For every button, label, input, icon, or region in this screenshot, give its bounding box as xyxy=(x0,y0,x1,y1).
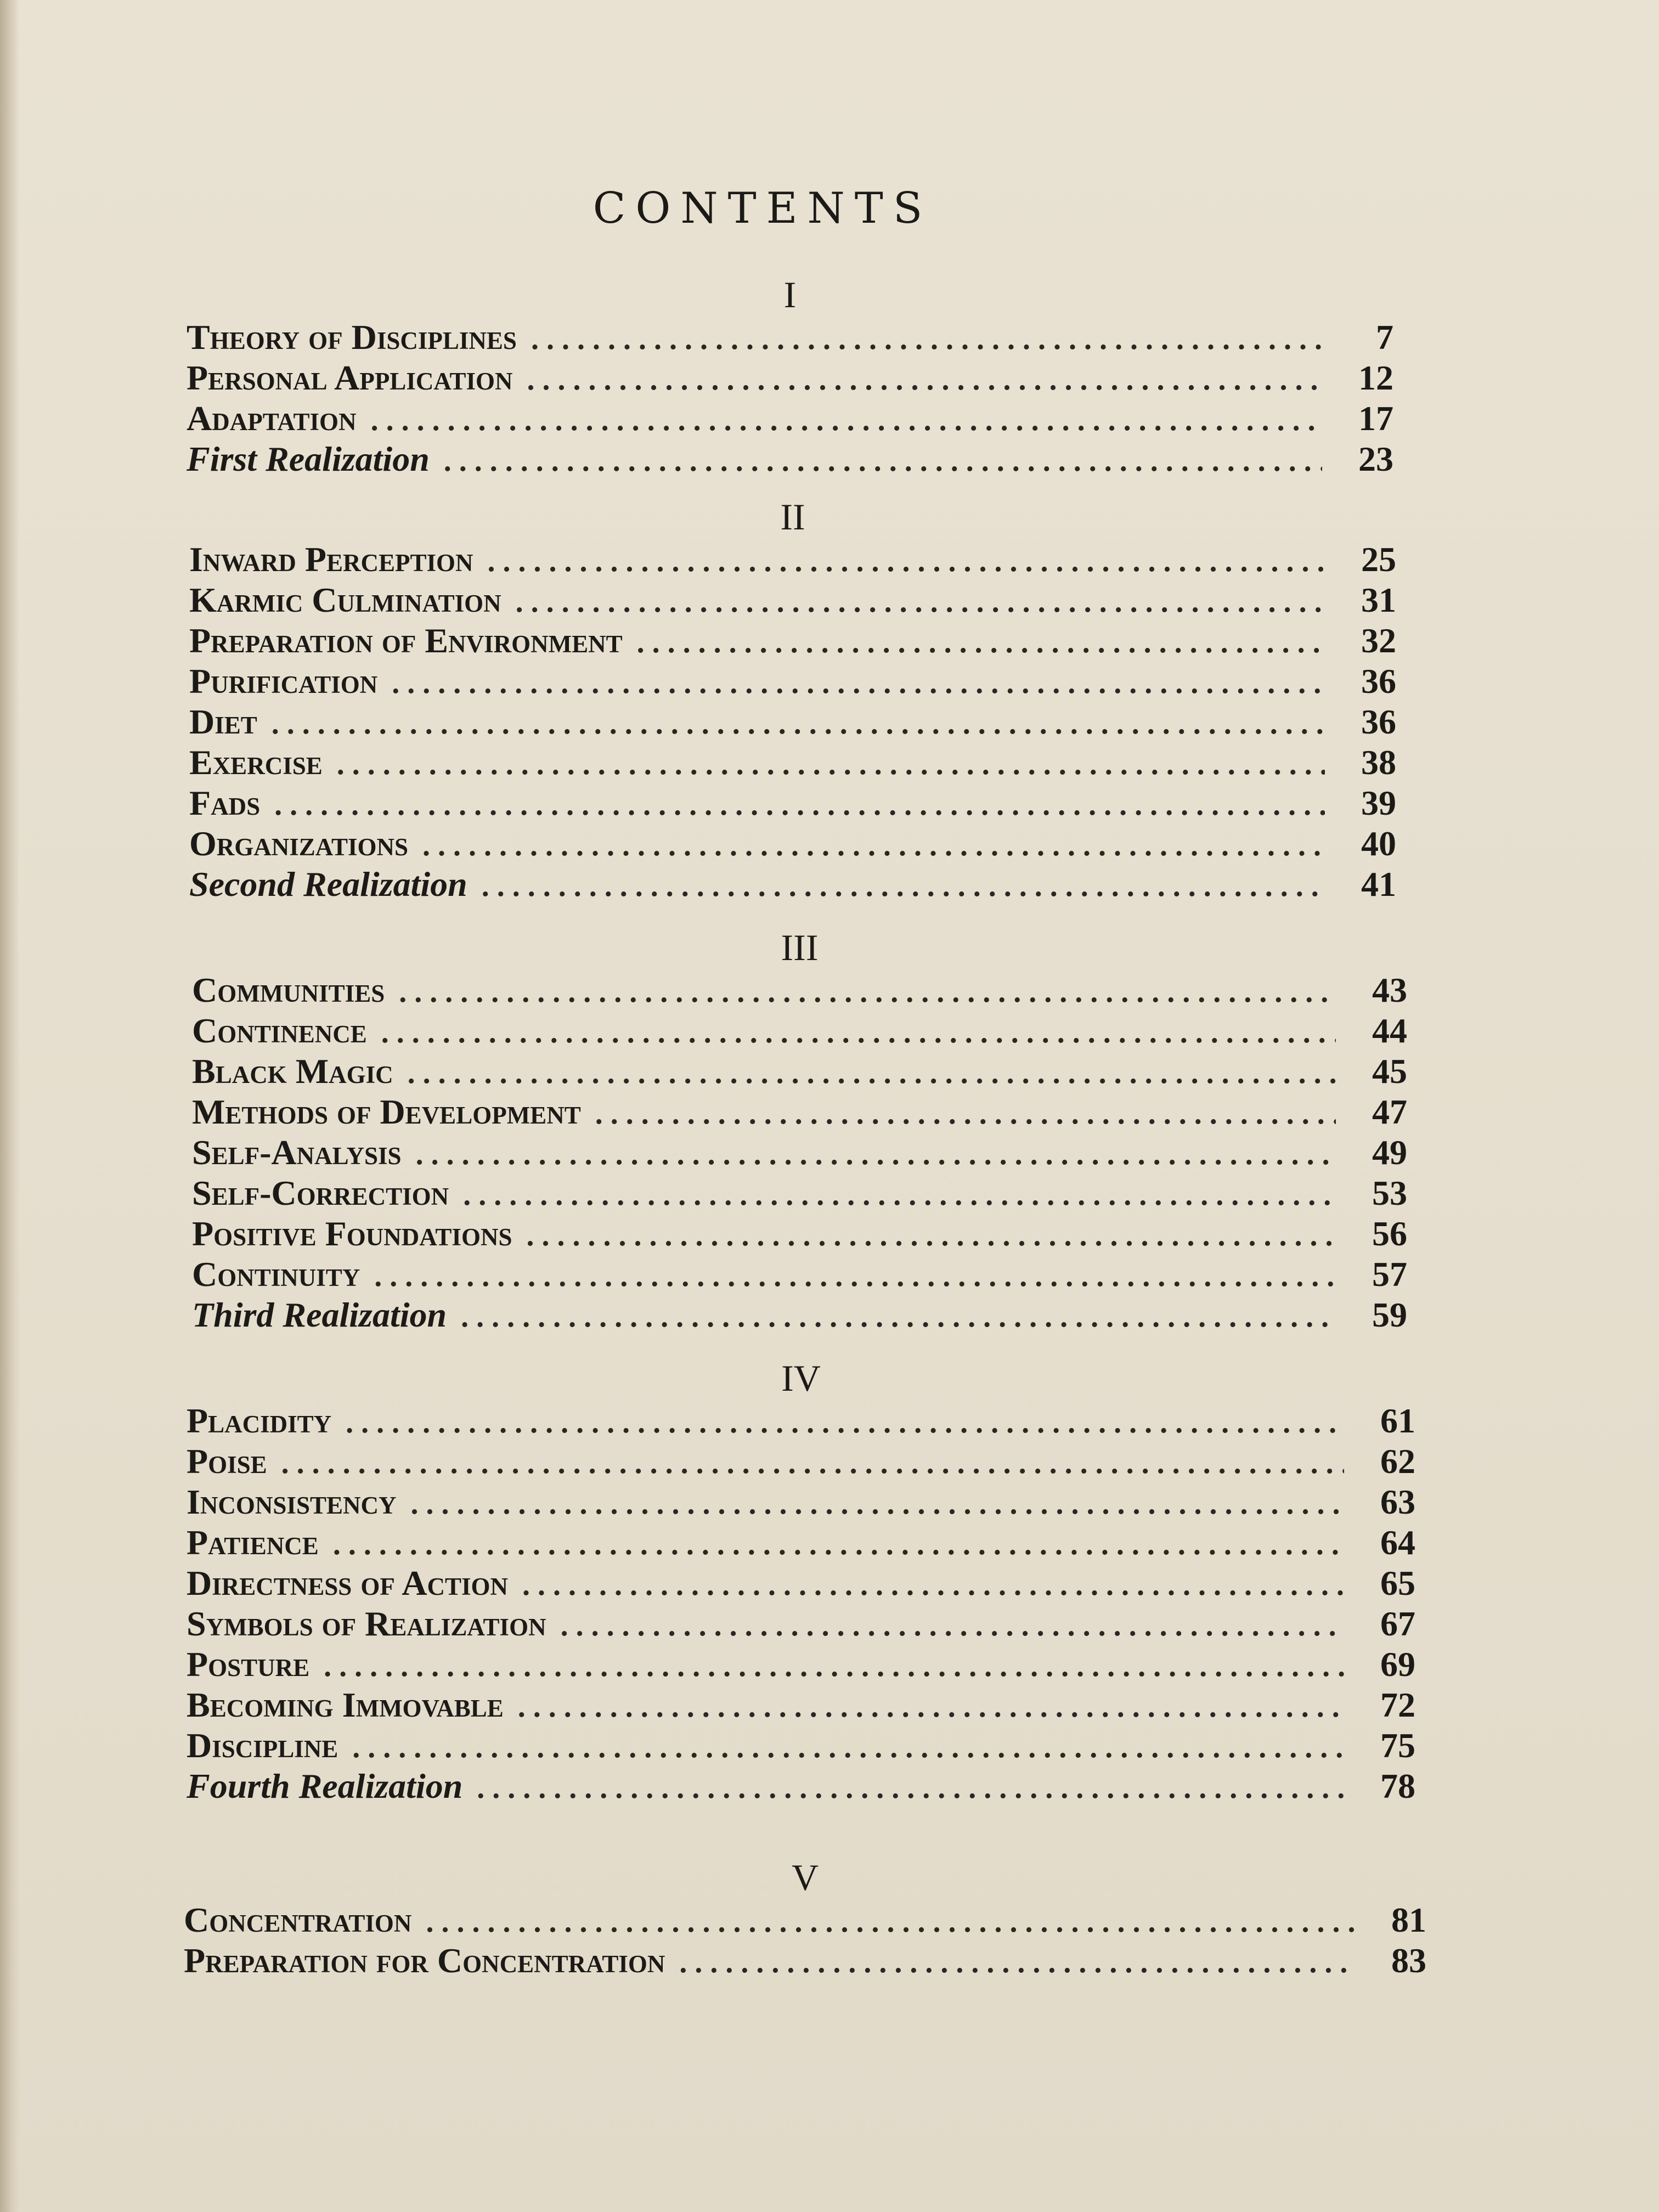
entry-title: Symbols of Realization xyxy=(187,1604,546,1643)
page-edge xyxy=(0,0,20,2212)
dot-leader xyxy=(408,1056,1336,1091)
toc-entry xyxy=(187,1725,1415,1766)
dot-leader xyxy=(333,1527,1344,1562)
toc-entry xyxy=(192,1092,1407,1132)
section-4 xyxy=(187,1358,1415,1807)
dot-leader xyxy=(531,321,1322,357)
toc-entry xyxy=(187,1401,1415,1441)
section-numeral: III xyxy=(781,927,819,968)
entry-page: 59 xyxy=(1372,1295,1407,1334)
entry-title: Poise xyxy=(187,1442,267,1481)
entry-page: 40 xyxy=(1361,824,1396,863)
section-5 xyxy=(184,1857,1426,1981)
toc-entry xyxy=(187,358,1393,398)
dot-leader xyxy=(337,747,1325,782)
entry-page: 31 xyxy=(1361,580,1396,619)
dot-leader xyxy=(561,1608,1344,1643)
entry-title: Adaptation xyxy=(187,399,357,438)
dot-leader xyxy=(381,1015,1336,1050)
entry-title: Personal Application xyxy=(187,358,513,397)
toc-entry xyxy=(189,661,1396,702)
toc-entry xyxy=(192,1011,1407,1051)
entry-page: 56 xyxy=(1372,1214,1407,1253)
entry-title: Preparation of Environment xyxy=(189,621,623,660)
dot-leader xyxy=(477,1770,1344,1805)
dot-leader xyxy=(526,1218,1336,1253)
entry-page: 53 xyxy=(1372,1173,1407,1212)
entry-page: 64 xyxy=(1380,1523,1415,1562)
entry-page: 36 xyxy=(1361,662,1396,701)
dot-leader xyxy=(444,443,1322,478)
dot-leader xyxy=(422,828,1325,863)
entry-title: Preparation for Concentration xyxy=(184,1941,665,1980)
dot-leader xyxy=(274,787,1325,822)
dot-leader xyxy=(461,1299,1336,1334)
entry-page: 61 xyxy=(1380,1401,1415,1440)
entry-title: Exercise xyxy=(189,743,323,782)
toc-entry xyxy=(189,783,1396,823)
entry-page: 81 xyxy=(1391,1900,1426,1939)
entry-title: Continence xyxy=(192,1011,367,1050)
entry-page: 63 xyxy=(1380,1482,1415,1521)
toc-entry xyxy=(192,1173,1407,1214)
dot-leader xyxy=(352,1730,1344,1765)
dot-leader xyxy=(482,868,1325,904)
entry-page: 17 xyxy=(1358,399,1393,438)
entry-page: 38 xyxy=(1361,743,1396,782)
toc-entry xyxy=(192,1254,1407,1295)
entry-page: 78 xyxy=(1380,1767,1415,1805)
entry-title: Posture xyxy=(187,1645,310,1684)
entry-title: Third Realization xyxy=(192,1295,447,1334)
entry-title: Purification xyxy=(189,662,378,701)
entry-title: First Realization xyxy=(187,439,430,478)
entry-title: Fads xyxy=(189,783,261,822)
dot-leader xyxy=(371,403,1322,438)
dot-leader xyxy=(426,1904,1355,1939)
toc-entry xyxy=(187,1522,1415,1563)
toc-entry xyxy=(187,398,1393,439)
toc-entry-realization xyxy=(187,439,1393,479)
entry-title: Inward Perception xyxy=(189,540,473,579)
toc-entry xyxy=(187,317,1393,358)
toc-entry xyxy=(187,1441,1415,1482)
entry-page: 67 xyxy=(1380,1604,1415,1643)
entry-title: Patience xyxy=(187,1523,319,1562)
entry-page: 83 xyxy=(1391,1941,1426,1980)
entry-page: 32 xyxy=(1361,621,1396,660)
dot-leader xyxy=(463,1177,1336,1212)
entry-page: 47 xyxy=(1372,1092,1407,1131)
toc-entry xyxy=(189,742,1396,783)
dot-leader xyxy=(281,1446,1344,1481)
toc-entry xyxy=(184,1900,1426,1940)
entry-page: 72 xyxy=(1380,1685,1415,1724)
entry-title: Concentration xyxy=(184,1900,412,1939)
dot-leader xyxy=(595,1096,1336,1131)
toc-entry xyxy=(192,1051,1407,1092)
entry-page: 49 xyxy=(1372,1133,1407,1172)
toc-entry xyxy=(189,580,1396,620)
entry-page: 69 xyxy=(1380,1645,1415,1684)
dot-leader xyxy=(518,1689,1344,1724)
toc-entry xyxy=(187,1482,1415,1522)
dot-leader xyxy=(679,1945,1355,1980)
entry-title: Karmic Culmination xyxy=(189,580,501,619)
entry-page: 39 xyxy=(1361,783,1396,822)
toc-entry xyxy=(192,1214,1407,1254)
entry-title: Black Magic xyxy=(192,1052,393,1091)
entry-title: Becoming Immovable xyxy=(187,1685,504,1724)
dot-leader xyxy=(392,665,1325,701)
entry-page: 43 xyxy=(1372,970,1407,1009)
section-numeral: V xyxy=(791,1857,819,1898)
toc-entry xyxy=(189,823,1396,864)
dot-leader xyxy=(272,706,1325,741)
dot-leader xyxy=(522,1567,1344,1602)
entry-page: 36 xyxy=(1361,702,1396,741)
entry-title: Self-Correction xyxy=(192,1173,449,1212)
entry-title: Fourth Realization xyxy=(187,1767,463,1805)
dot-leader xyxy=(411,1486,1345,1521)
entry-title: Organizations xyxy=(189,824,409,863)
entry-title: Self-Analysis xyxy=(192,1133,402,1172)
toc-entry xyxy=(187,1644,1415,1685)
entry-title: Second Realization xyxy=(189,865,467,904)
toc-entry xyxy=(187,1685,1415,1725)
dot-leader xyxy=(346,1405,1344,1440)
entry-title: Communities xyxy=(192,970,385,1009)
toc-entry xyxy=(189,539,1396,580)
entry-page: 44 xyxy=(1372,1011,1407,1050)
section-2 xyxy=(189,496,1396,905)
entry-page: 23 xyxy=(1358,439,1393,478)
dot-leader xyxy=(416,1137,1336,1172)
entry-title: Directness of Action xyxy=(187,1564,509,1602)
entry-title: Diet xyxy=(189,702,257,741)
entry-page: 7 xyxy=(1376,318,1393,357)
entry-page: 65 xyxy=(1380,1564,1415,1602)
dot-leader xyxy=(399,974,1336,1009)
entry-title: Placidity xyxy=(187,1401,332,1440)
toc-entry xyxy=(189,702,1396,742)
entry-title: Theory of Disciplines xyxy=(187,318,517,357)
dot-leader xyxy=(324,1649,1344,1684)
toc-entry xyxy=(184,1940,1426,1981)
toc-entry xyxy=(187,1563,1415,1604)
dot-leader xyxy=(374,1259,1336,1294)
entry-page: 75 xyxy=(1380,1726,1415,1765)
entry-page: 57 xyxy=(1372,1255,1407,1294)
entry-page: 12 xyxy=(1358,358,1393,397)
entry-title: Inconsistency xyxy=(187,1482,397,1521)
section-numeral: I xyxy=(783,274,797,315)
entry-title: Continuity xyxy=(192,1255,360,1294)
toc-entry xyxy=(192,970,1407,1011)
entry-page: 62 xyxy=(1380,1442,1415,1481)
entry-page: 25 xyxy=(1361,540,1396,579)
toc-entry xyxy=(187,1604,1415,1644)
entry-title: Methods of Development xyxy=(192,1092,581,1131)
toc-entry xyxy=(189,620,1396,661)
section-numeral: IV xyxy=(781,1357,821,1399)
dot-leader xyxy=(516,584,1325,619)
section-3 xyxy=(192,927,1407,1335)
dot-leader xyxy=(527,362,1322,397)
dot-leader xyxy=(488,544,1325,579)
toc-entry-realization xyxy=(189,864,1396,905)
entry-title: Discipline xyxy=(187,1726,338,1765)
toc-entry-realization xyxy=(192,1295,1407,1335)
toc-entry xyxy=(192,1132,1407,1173)
toc-entry-realization xyxy=(187,1766,1415,1807)
section-numeral: II xyxy=(780,496,805,538)
section-1 xyxy=(187,274,1393,479)
entry-page: 41 xyxy=(1361,865,1396,904)
entry-title: Positive Foundations xyxy=(192,1214,512,1253)
page-title: CONTENTS xyxy=(592,184,933,233)
entry-page: 45 xyxy=(1372,1052,1407,1091)
dot-leader xyxy=(637,625,1325,660)
